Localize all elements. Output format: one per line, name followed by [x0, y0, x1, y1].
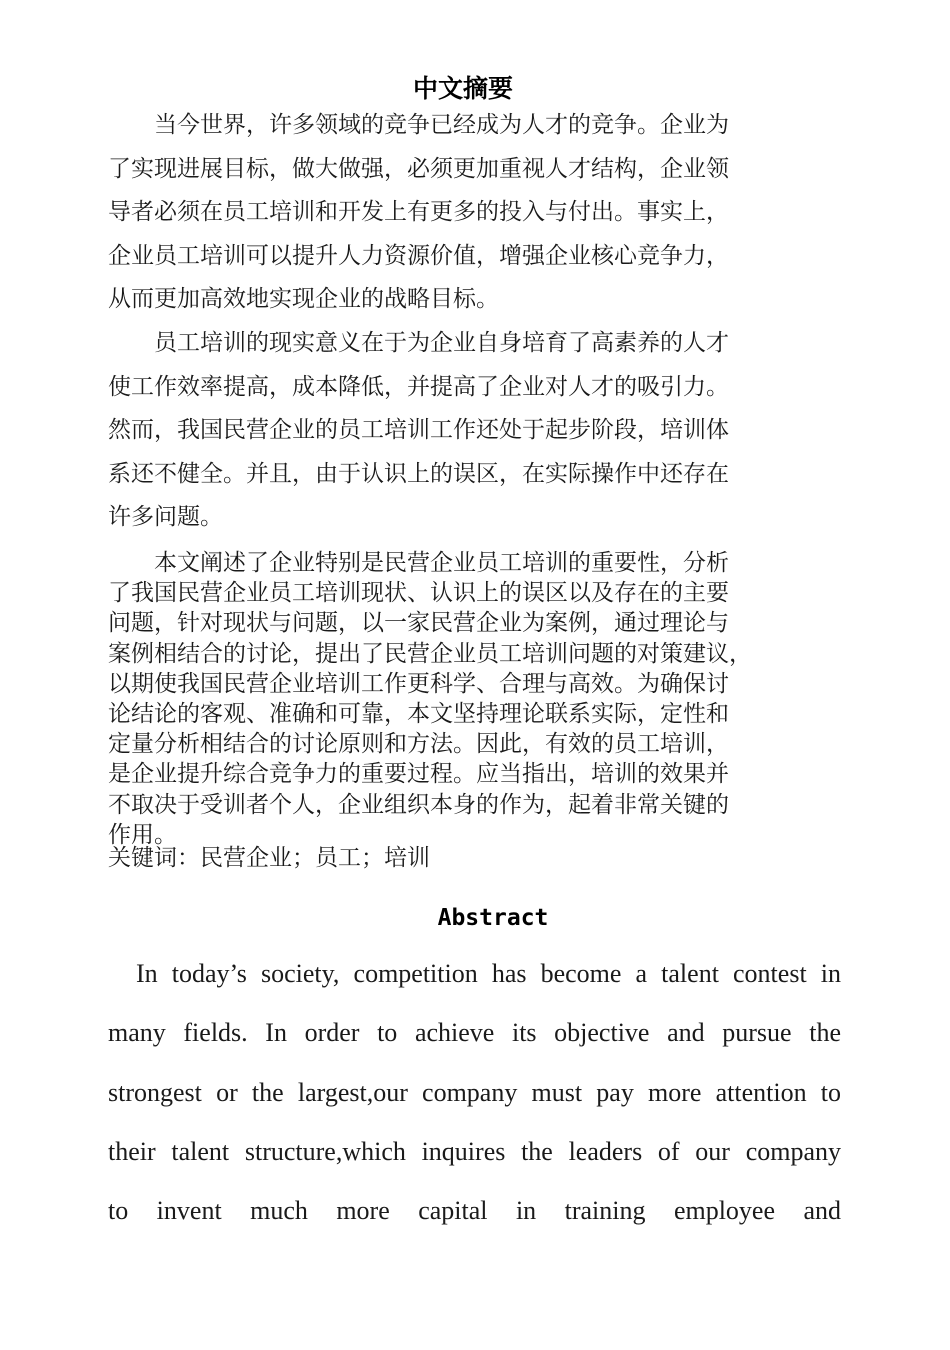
text-line: 以期使我国民营企业培训工作更科学、合理与高效。为确保讨 [108, 670, 729, 697]
text-line: 员工培训的现实意义在于为企业自身培育了高素养的人才 [108, 330, 729, 356]
text-line: 然而，我国民营企业的员工培训工作还处于起步阶段，培训体 [108, 417, 729, 444]
chinese-paragraph-3 [108, 548, 843, 850]
text-line: 定量分析相结合的讨论原则和方法。因此，有效的员工培训， [108, 731, 729, 758]
text-line: 本文阐述了企业特别是民营企业员工培训的重要性，分析 [108, 550, 729, 576]
english-abstract-title: Abstract [437, 905, 549, 931]
text-line: strongest or the largest,our company must pay more attention to [108, 1077, 841, 1107]
text-line: In today’s society, competition has become a talent contest in [136, 959, 841, 988]
text-line: 不取决于受训者个人，企业组织本身的作为，起着非常关键的 [108, 791, 729, 818]
text-line: 从而更加高效地实现企业的战略目标。 [108, 286, 499, 313]
text-line: 使工作效率提高，成本降低，并提高了企业对人才的吸引力。 [108, 373, 729, 400]
chinese-paragraph-2 [108, 322, 843, 540]
chinese-abstract-title: 中文摘要 [412, 74, 513, 103]
text-line: 是企业提升综合竞争力的重要过程。应当指出，培训的效果并 [108, 761, 729, 788]
text-line: 系还不健全。并且，由于认识上的误区，在实际操作中还存在 [108, 460, 729, 487]
text-line: 企业员工培训可以提升人力资源价值，增强企业核心竞争力， [108, 242, 729, 269]
chinese-paragraph-1 [108, 104, 843, 322]
text-line: their talent structure,which inquires the leaders of our company [108, 1136, 841, 1166]
text-line: 案例相结合的讨论，提出了民营企业员工培训问题的对策建议， [108, 640, 752, 667]
text-line: 许多问题。 [108, 504, 223, 531]
text-line: 导者必须在员工培训和开发上有更多的投入与付出。事实上， [108, 199, 729, 226]
text-line: 作用。 [108, 821, 177, 848]
text-line: many fields. In order to achieve its objective and pursue the [108, 1018, 841, 1048]
text-line: to invent much more capital in training employee and [108, 1196, 841, 1226]
text-line: 论结论的客观、准确和可靠，本文坚持理论联系实际，定性和 [108, 701, 729, 728]
text-line: 了实现进展目标，做大做强，必须更加重视人才结构，企业领 [108, 155, 729, 182]
text-line: 当今世界，许多领域的竞争已经成为人才的竞争。企业为 [108, 112, 729, 138]
english-paragraph [108, 944, 841, 1240]
text-line: 问题，针对现状与问题，以一家民营企业为案例，通过理论与 [108, 610, 729, 637]
keywords-line: 关键词：民营企业；员工；培训 [108, 845, 430, 871]
text-line: 了我国民营企业员工培训现状、认识上的误区以及存在的主要 [108, 580, 729, 607]
